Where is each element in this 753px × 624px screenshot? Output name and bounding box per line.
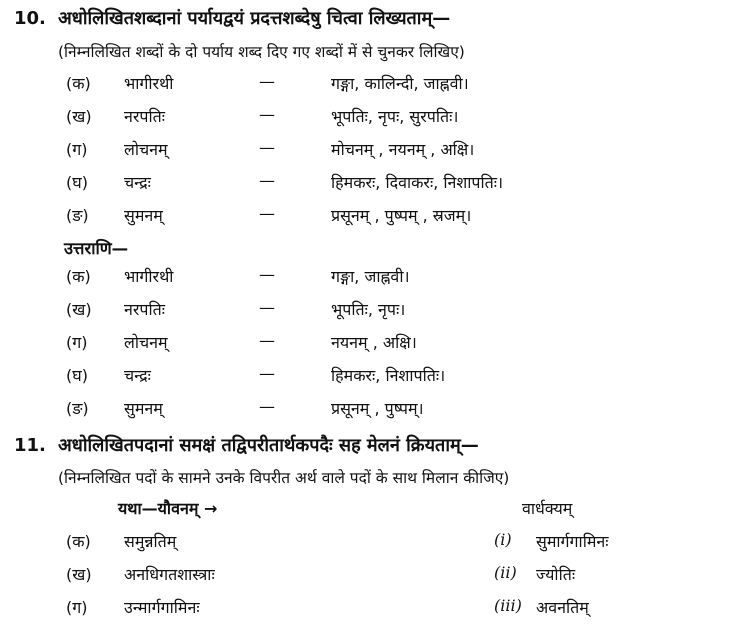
item-word: सुमनम् — [124, 399, 163, 418]
item-dash: — — [259, 265, 275, 284]
item-dash: — — [259, 204, 275, 223]
item-word: लोचनम् — [124, 333, 168, 352]
item-answer: नयनम् , अक्षि। — [331, 333, 417, 352]
item-label: (ग) — [66, 140, 88, 159]
item-word: सुमनम् — [124, 206, 163, 225]
item-label: (क) — [66, 74, 91, 93]
item-dash: — — [259, 138, 275, 157]
answer-row — [66, 397, 746, 425]
item-answer: गङ्गा, जाह्नवी। — [331, 267, 410, 286]
item-dash: — — [259, 364, 275, 383]
item-dash: — — [259, 331, 275, 350]
match-row — [66, 596, 746, 624]
match-number: (i) — [494, 530, 512, 549]
item-word: नरपतिः — [124, 300, 166, 319]
question-number: 10. — [14, 8, 46, 29]
question-11-heading — [14, 433, 479, 457]
item-options: भूपतिः, नृपः, सुरपतिः। — [331, 107, 459, 126]
item-answer: भूपतिः, नृपः। — [331, 300, 406, 319]
item-label: (क) — [66, 267, 91, 286]
item-dash: — — [259, 298, 275, 317]
question-number: 11. — [14, 435, 46, 456]
answers-heading: उत्तराणि— — [64, 239, 129, 258]
item-word: चन्द्रः — [124, 173, 151, 192]
item-answer: हिमकरः, निशापतिः। — [331, 366, 446, 385]
item-dash: — — [259, 72, 275, 91]
item-word: अनधिगतशास्त्राः — [124, 565, 215, 584]
item-word: भागीरथी — [124, 74, 174, 93]
item-options: हिमकरः, दिवाकरः, निशापतिः। — [331, 173, 504, 192]
item-word: समुन्नतिम् — [124, 532, 177, 551]
example-left: यथा—यौवनम् → — [118, 499, 218, 518]
item-label: (ग) — [66, 598, 88, 617]
item-options: गङ्गा, कालिन्दी, जाह्नवी। — [331, 74, 469, 93]
answer-row — [66, 364, 746, 392]
item-label: (ङ) — [66, 399, 89, 418]
item-word: नरपतिः — [124, 107, 166, 126]
item-answer: प्रसूनम् , पुष्पम्। — [331, 399, 424, 418]
item-options: प्रसूनम् , पुष्पम् , स्रजम्। — [331, 206, 472, 225]
item-word: उन्मार्गगामिनः — [124, 598, 200, 617]
item-word: भागीरथी — [124, 267, 174, 286]
item-dash: — — [259, 105, 275, 124]
answer-row — [66, 331, 746, 359]
match-word: अवनतिम् — [536, 598, 589, 617]
list-item — [66, 204, 746, 232]
item-label: (ख) — [66, 300, 92, 319]
question-title: अधोलिखितशब्दानां पर्यायद्वयं प्रदत्तशब्देषु चित्वा लिख्यताम्— — [58, 8, 451, 29]
match-word: ज्योतिः — [536, 565, 576, 584]
item-word: लोचनम् — [124, 140, 168, 159]
item-label: (ग) — [66, 333, 88, 352]
item-options: मोचनम् , नयनम् , अक्षि। — [331, 140, 475, 159]
match-number: (ii) — [494, 563, 517, 582]
item-label: (घ) — [66, 173, 88, 192]
list-item — [66, 105, 746, 133]
match-word: सुमार्गगामिनः — [536, 532, 609, 551]
list-item — [66, 171, 746, 199]
question-10-instruction: (निम्नलिखित शब्दों के दो पर्याय शब्द दिए गए शब्दों में से चुनकर लिखिए) — [58, 43, 465, 61]
question-11-instruction: (निम्नलिखित पदों के सामने उनके विपरीत अर्थ वाले पदों के साथ मिलान कीजिए) — [58, 469, 510, 487]
item-dash: — — [259, 171, 275, 190]
item-label: (ख) — [66, 565, 92, 584]
match-number: (iii) — [494, 596, 522, 615]
example-right: वार्धक्यम् — [522, 499, 573, 518]
item-label: (ख) — [66, 107, 92, 126]
answer-row — [66, 265, 746, 293]
match-row — [66, 563, 746, 591]
item-dash: — — [259, 397, 275, 416]
item-label: (ङ) — [66, 206, 89, 225]
question-10-heading — [14, 6, 450, 30]
list-item — [66, 72, 746, 100]
item-word: चन्द्रः — [124, 366, 151, 385]
answer-row — [66, 298, 746, 326]
list-item — [66, 138, 746, 166]
match-row — [66, 530, 746, 558]
item-label: (क) — [66, 532, 91, 551]
question-title: अधोलिखितपदानां समक्षं तद्विपरीतार्थकपदैः सह मेलनं क्रियताम्— — [58, 435, 479, 456]
item-label: (घ) — [66, 366, 88, 385]
